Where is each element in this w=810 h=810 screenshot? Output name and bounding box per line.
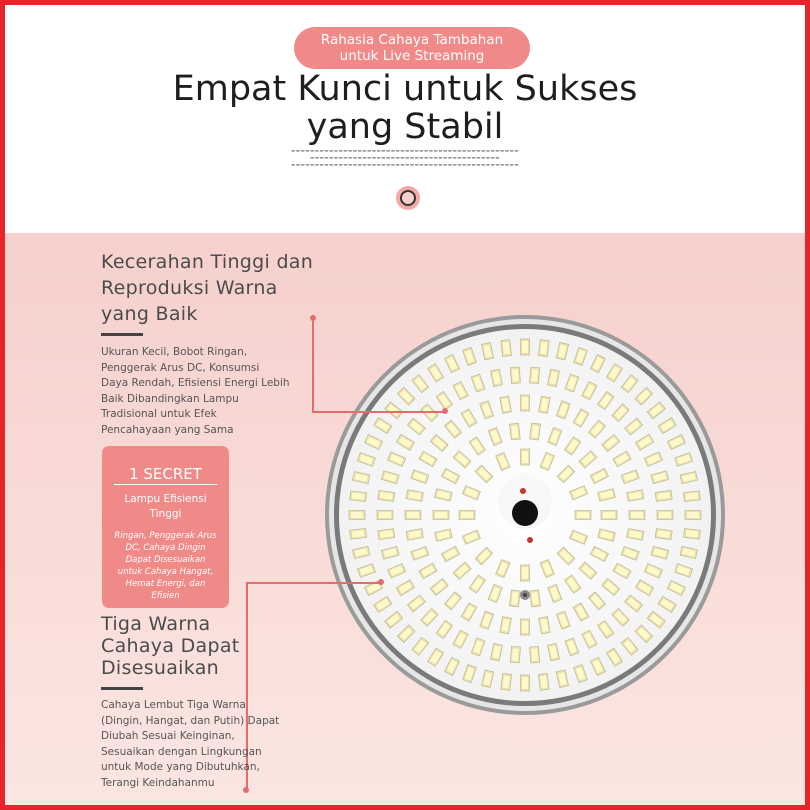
- page-title-line-2: yang Stabil: [306, 107, 504, 147]
- pointer-line-1-horizontal: [312, 411, 447, 413]
- led-chip: [521, 395, 530, 411]
- led-chip: [509, 423, 520, 440]
- feature-1-title-line-1: Kecerahan Tinggi dan: [101, 251, 314, 273]
- feature-1-body-line: Baik Dibandingkan Lampu: [101, 392, 239, 405]
- led-chip: [510, 367, 520, 384]
- feature-1-underline: [101, 333, 143, 336]
- led-chip: [538, 340, 549, 357]
- led-chip: [509, 590, 520, 607]
- feature-1-body-line: Pencahayaan yang Sama: [101, 423, 234, 436]
- feature-1-body-line: Ukuran Kecil, Bobot Ringan,: [101, 346, 248, 358]
- led-chip: [521, 675, 530, 691]
- secret-desc-line: Ringan, Penggerak Arus: [114, 531, 217, 541]
- led-chip: [433, 511, 449, 520]
- feature-1-body: [101, 345, 311, 438]
- fine-print-decoration: ▬▬▬▬▬▬▬▬▬▬▬▬▬▬▬▬▬▬▬▬▬▬▬▬▬▬▬▬▬▬▬▬▬▬▬▬▬▬▬▬: [309, 156, 501, 161]
- led-chip: [350, 528, 367, 539]
- secret-subtitle: [108, 492, 223, 522]
- led-chip: [530, 367, 540, 384]
- secret-desc-line: Dapat Disesuaikan: [125, 555, 206, 565]
- led-chip: [530, 646, 540, 663]
- led-chip: [530, 423, 541, 440]
- secret-subtitle-line: Tinggi: [149, 508, 182, 520]
- feature-1-body-line: Daya Rendah, Efisiensi Energi Lebih: [101, 377, 290, 389]
- secret-card: [102, 446, 229, 608]
- secret-desc-line: untuk Cahaya Hangat,: [117, 567, 214, 577]
- led-chip: [521, 449, 530, 465]
- page-title-line-1: Empat Kunci untuk Sukses: [172, 69, 638, 109]
- lamp-wire-red-2: [527, 537, 533, 543]
- led-chip: [629, 511, 645, 520]
- feature-2-title-line-3: Disesuaikan: [101, 657, 220, 679]
- feature-2-underline: [101, 687, 143, 690]
- fine-print-decoration: ▬▬▬▬▬▬▬▬▬▬▬▬▬▬▬▬▬▬▬▬▬▬▬▬▬▬▬▬▬▬▬▬▬▬▬▬▬▬▬▬▬▬▬▬▬▬▬▬: [290, 163, 520, 168]
- fine-print-decoration: ▬▬▬▬▬▬▬▬▬▬▬▬▬▬▬▬▬▬▬▬▬▬▬▬▬▬▬▬▬▬▬▬▬▬▬▬▬▬▬▬▬▬▬▬▬▬▬▬: [290, 149, 520, 154]
- feature-2-body-line: Terangi Keindahanmu: [101, 776, 215, 789]
- pointer-line-1-vertical: [312, 321, 314, 413]
- pill-line-2: untuk Live Streaming: [339, 48, 485, 64]
- led-chip: [655, 490, 672, 501]
- pointer-line-2-horizontal: [246, 582, 380, 584]
- led-chip: [685, 511, 701, 520]
- led-chip: [655, 529, 672, 540]
- lamp-wire-red: [520, 488, 526, 494]
- lamp-screw-slot: [523, 593, 527, 597]
- feature-2-body-line: (Dingin, Hangat, dan Putih) Dapat: [101, 714, 280, 727]
- led-chip: [657, 511, 673, 520]
- feature-1-title-line-3: yang Baik: [101, 303, 198, 325]
- feature-2-body-line: untuk Mode yang Dibutuhkan,: [101, 761, 260, 773]
- led-chip: [501, 340, 512, 357]
- led-chip: [683, 491, 700, 502]
- led-chip: [510, 646, 520, 663]
- led-chip: [378, 529, 395, 540]
- feature-2-body-line: Diubah Sesuai Keinginan,: [101, 730, 235, 742]
- led-chip: [501, 673, 512, 690]
- lamp-center-hole: [512, 500, 538, 526]
- feature-1-body-line: Tradisional untuk Efek: [101, 408, 217, 420]
- led-chip: [530, 590, 541, 607]
- feature-1-title-line-2: Reproduksi Warna: [101, 277, 278, 299]
- led-chip: [405, 511, 421, 520]
- pill-line-1: Rahasia Cahaya Tambahan: [320, 32, 504, 48]
- secret-label: 1 SECRET: [129, 465, 202, 483]
- led-chip: [377, 511, 393, 520]
- led-chip: [521, 619, 530, 635]
- led-chip: [521, 339, 530, 355]
- feature-2-body: [101, 698, 321, 791]
- led-chip: [601, 511, 617, 520]
- feature-2-body-line: Cahaya Lembut Tiga Warna: [101, 699, 246, 711]
- secret-desc-line: DC, Cahaya Dingin: [125, 543, 206, 553]
- feature-2-title-line-1: Tiga Warna: [101, 613, 211, 635]
- secret-desc-line: Hemat Energi, dan: [125, 579, 206, 589]
- feature-2-body-line: Sesuaikan dengan Lingkungan: [101, 745, 262, 758]
- led-chip: [575, 511, 591, 520]
- led-chip: [378, 490, 395, 501]
- led-chip: [683, 528, 700, 539]
- led-chip: [349, 511, 365, 520]
- led-chip: [521, 565, 530, 581]
- feature-1-body-line: Penggerak Arus DC, Konsumsi: [101, 361, 260, 374]
- led-chip: [459, 511, 475, 520]
- secret-subtitle-line: Lampu Efisiensi: [124, 493, 207, 505]
- secret-divider: [114, 484, 217, 485]
- secret-description: [106, 530, 225, 602]
- secret-desc-line: Efisien: [151, 591, 180, 601]
- led-chip: [538, 673, 549, 690]
- feature-2-title-line-2: Cahaya Dapat: [101, 635, 240, 657]
- led-chip: [350, 491, 367, 502]
- pointer-dot-1-end: [442, 408, 448, 414]
